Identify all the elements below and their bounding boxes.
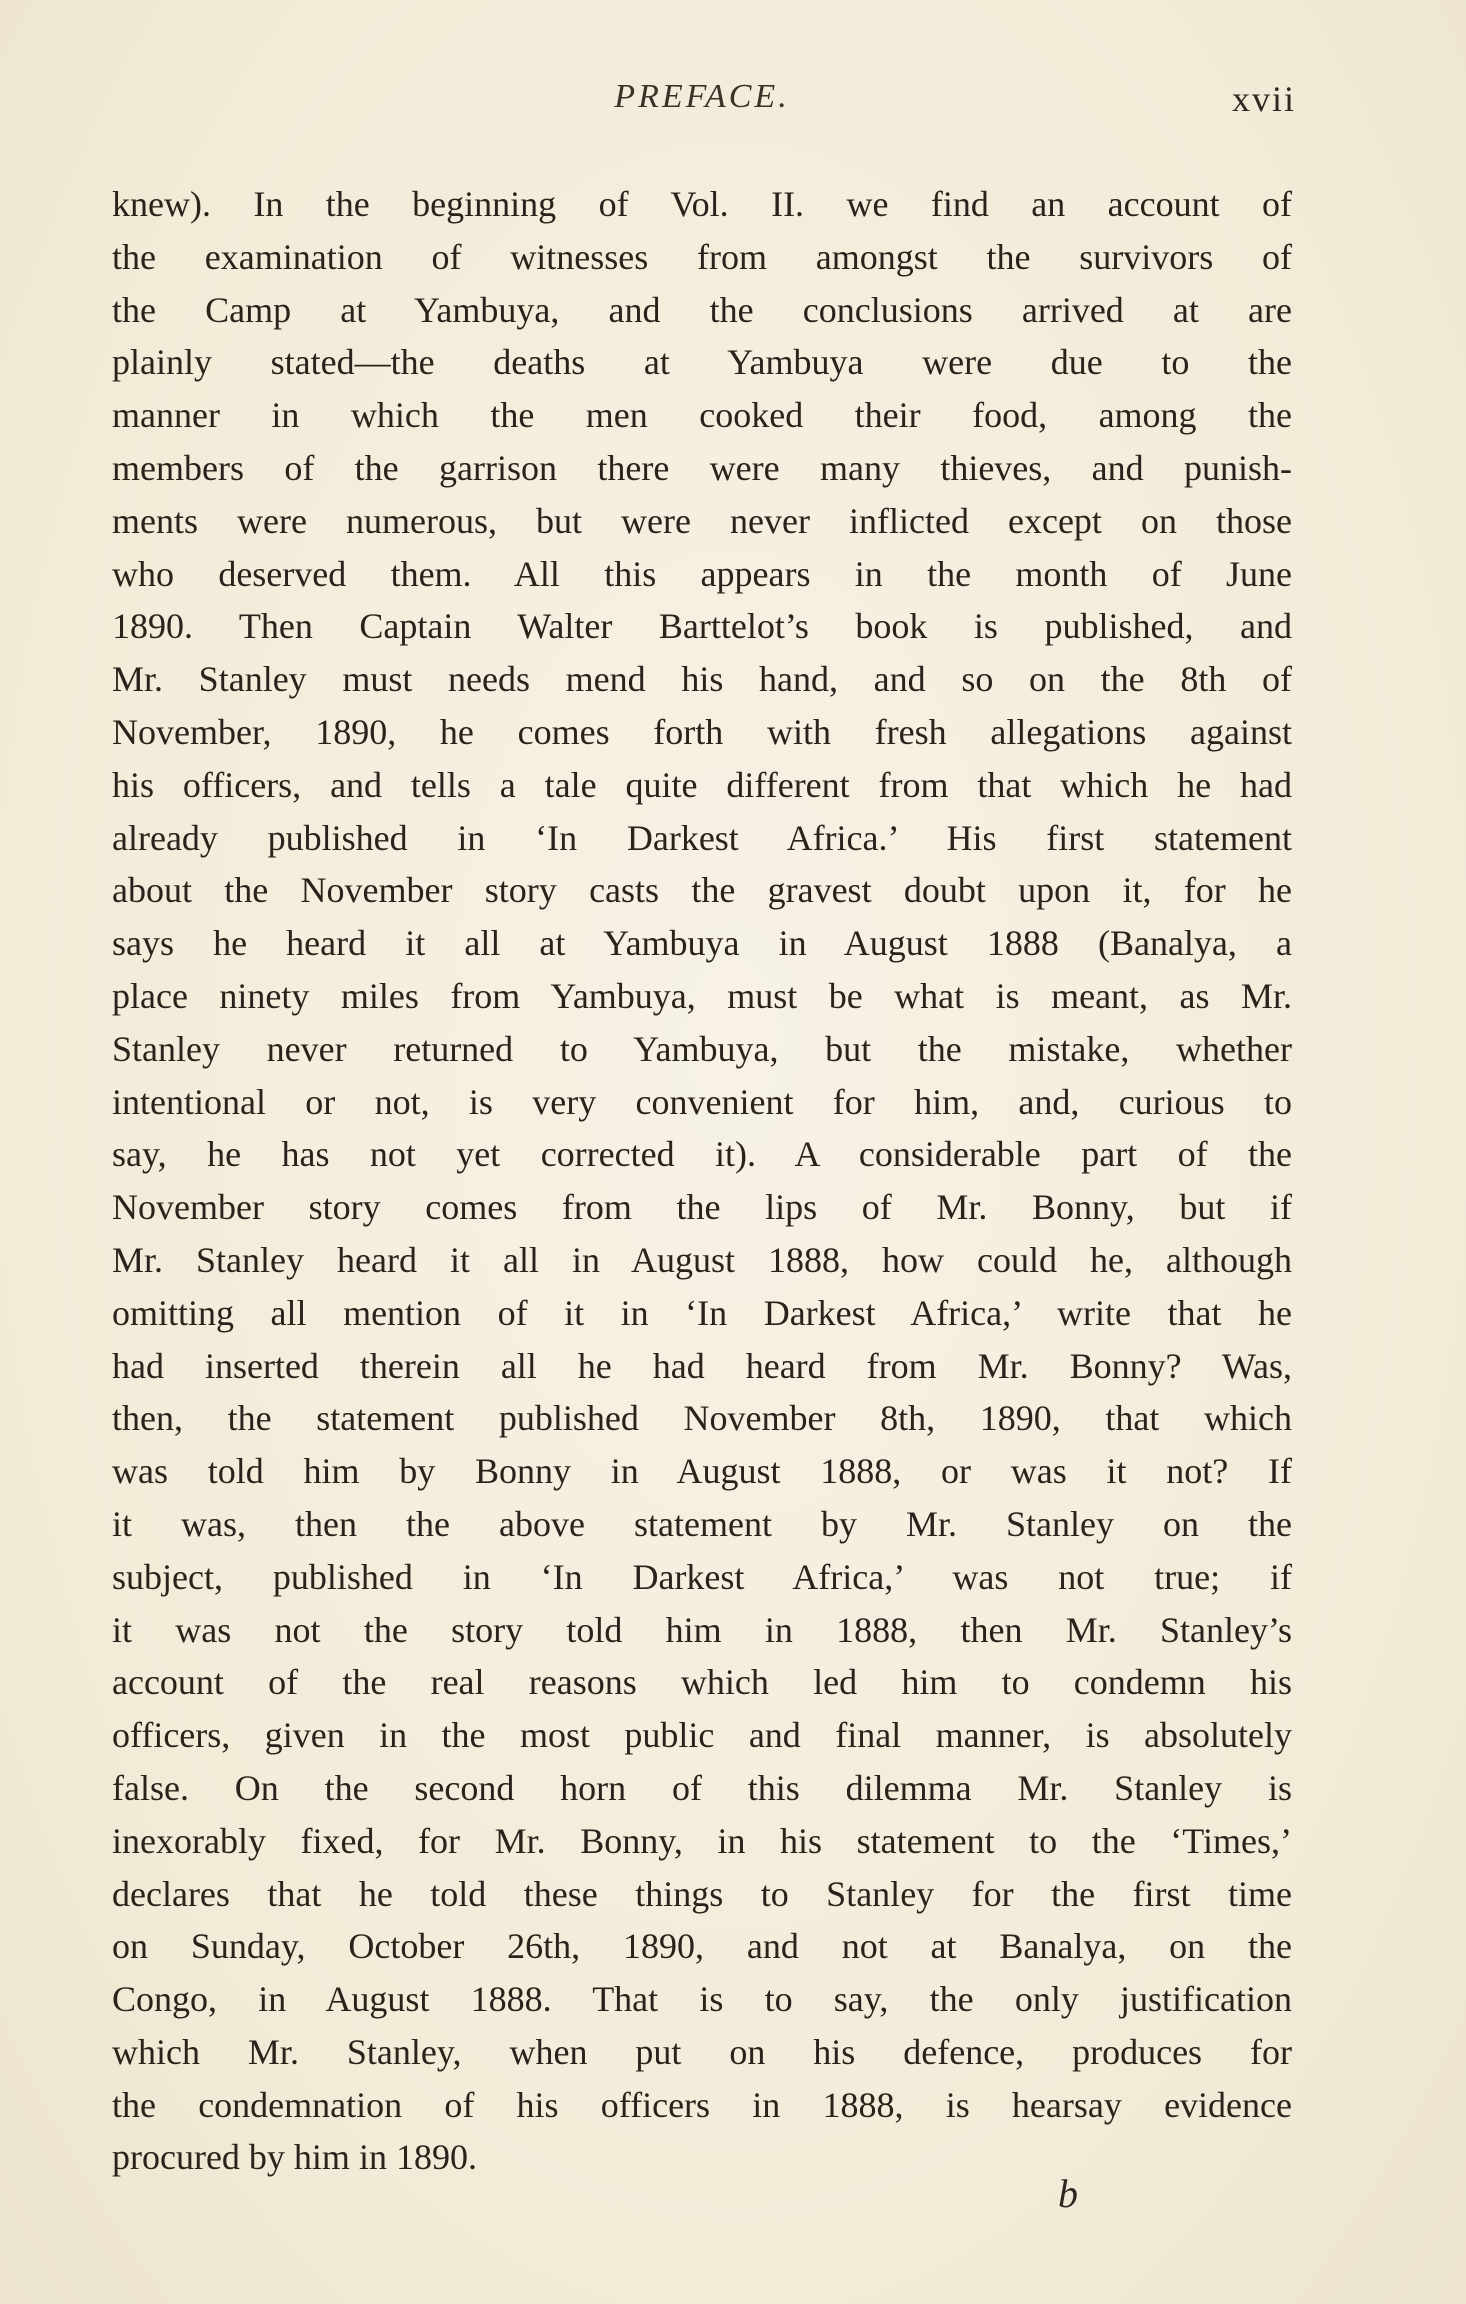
text-line: Mr. Stanley heard it all in August 1888, how could he, although	[112, 1239, 1292, 1280]
signature-mark: b	[1058, 2171, 1078, 2216]
text-line: who deserved them. All this appears in the month of June	[112, 553, 1292, 594]
text-line: say, he has not yet corrected it). A considerable part of the	[112, 1134, 1292, 1175]
text-line: officers, given in the most public and final manner, is absolutely	[112, 1715, 1292, 1756]
running-title: PREFACE.	[614, 78, 790, 115]
text-line: which Mr. Stanley, when put on his defence, produces for	[112, 2031, 1292, 2072]
text-line: the condemnation of his officers in 1888, is hearsay evidence	[112, 2084, 1292, 2125]
text-line: omitting all mention of it in ‘In Darkest Africa,’ write that he	[112, 1292, 1292, 1333]
text-line: had inserted therein all he had heard from Mr. Bonny? Was,	[112, 1345, 1292, 1386]
text-line: declares that he told these things to Stanley for the first time	[112, 1873, 1292, 1914]
text-line: manner in which the men cooked their food, among the	[112, 395, 1292, 436]
text-line: subject, published in ‘In Darkest Africa,’ was not true; if	[112, 1556, 1292, 1597]
text-line: it was, then the above statement by Mr. Stanley on the	[112, 1503, 1292, 1544]
text-line: knew). In the beginning of Vol. II. we find an account of	[112, 184, 1292, 224]
text-line: plainly stated—the deaths at Yambuya were due to the	[112, 342, 1292, 383]
text-line: November, 1890, he comes forth with fresh allegations against	[112, 711, 1292, 752]
text-line: the Camp at Yambuya, and the conclusions arrived at are	[112, 289, 1292, 330]
text-line: about the November story casts the gravest doubt upon it, for he	[112, 870, 1292, 911]
text-line: Stanley never returned to Yambuya, but the mistake, whether	[112, 1028, 1292, 1069]
text-line: the examination of witnesses from amongst the survivors of	[112, 236, 1292, 277]
page-number: xvii	[1231, 79, 1296, 119]
text-line: members of the garrison there were many thieves, and punish-	[112, 447, 1292, 488]
text-line: was told him by Bonny in August 1888, or was it not? If	[112, 1451, 1292, 1492]
text-line: inexorably fixed, for Mr. Bonny, in his statement to the ‘Times,’	[112, 1820, 1292, 1861]
text-line: it was not the story told him in 1888, then Mr. Stanley’s	[112, 1609, 1292, 1650]
text-line: Congo, in August 1888. That is to say, the only justification	[112, 1979, 1292, 2020]
text-line: place ninety miles from Yambuya, must be what is meant, as Mr.	[112, 975, 1292, 1016]
text-line-last: procured by him in 1890.	[112, 2137, 477, 2178]
text-line: on Sunday, October 26th, 1890, and not at Banalya, on the	[112, 1926, 1292, 1967]
running-head	[112, 78, 1296, 138]
text-line: Mr. Stanley must needs mend his hand, and so on the 8th of	[112, 659, 1292, 700]
text-line: false. On the second horn of this dilemma Mr. Stanley is	[112, 1767, 1292, 1808]
text-line: November story comes from the lips of Mr. Bonny, but if	[112, 1187, 1292, 1228]
text-line: his officers, and tells a tale quite different from that which he had	[112, 764, 1292, 805]
body-text	[112, 178, 1292, 2184]
text-line: already published in ‘In Darkest Africa.’ His first statement	[112, 817, 1292, 858]
text-line: ments were numerous, but were never inflicted except on those	[112, 500, 1292, 541]
text-line: says he heard it all at Yambuya in August 1888 (Banalya, a	[112, 923, 1292, 964]
text-line: intentional or not, is very convenient for him, and, curious to	[112, 1081, 1292, 1122]
text-line: then, the statement published November 8th, 1890, that which	[112, 1398, 1292, 1439]
text-line: account of the real reasons which led him to condemn his	[112, 1662, 1292, 1703]
text-line: 1890. Then Captain Walter Barttelot’s book is published, and	[112, 606, 1292, 647]
